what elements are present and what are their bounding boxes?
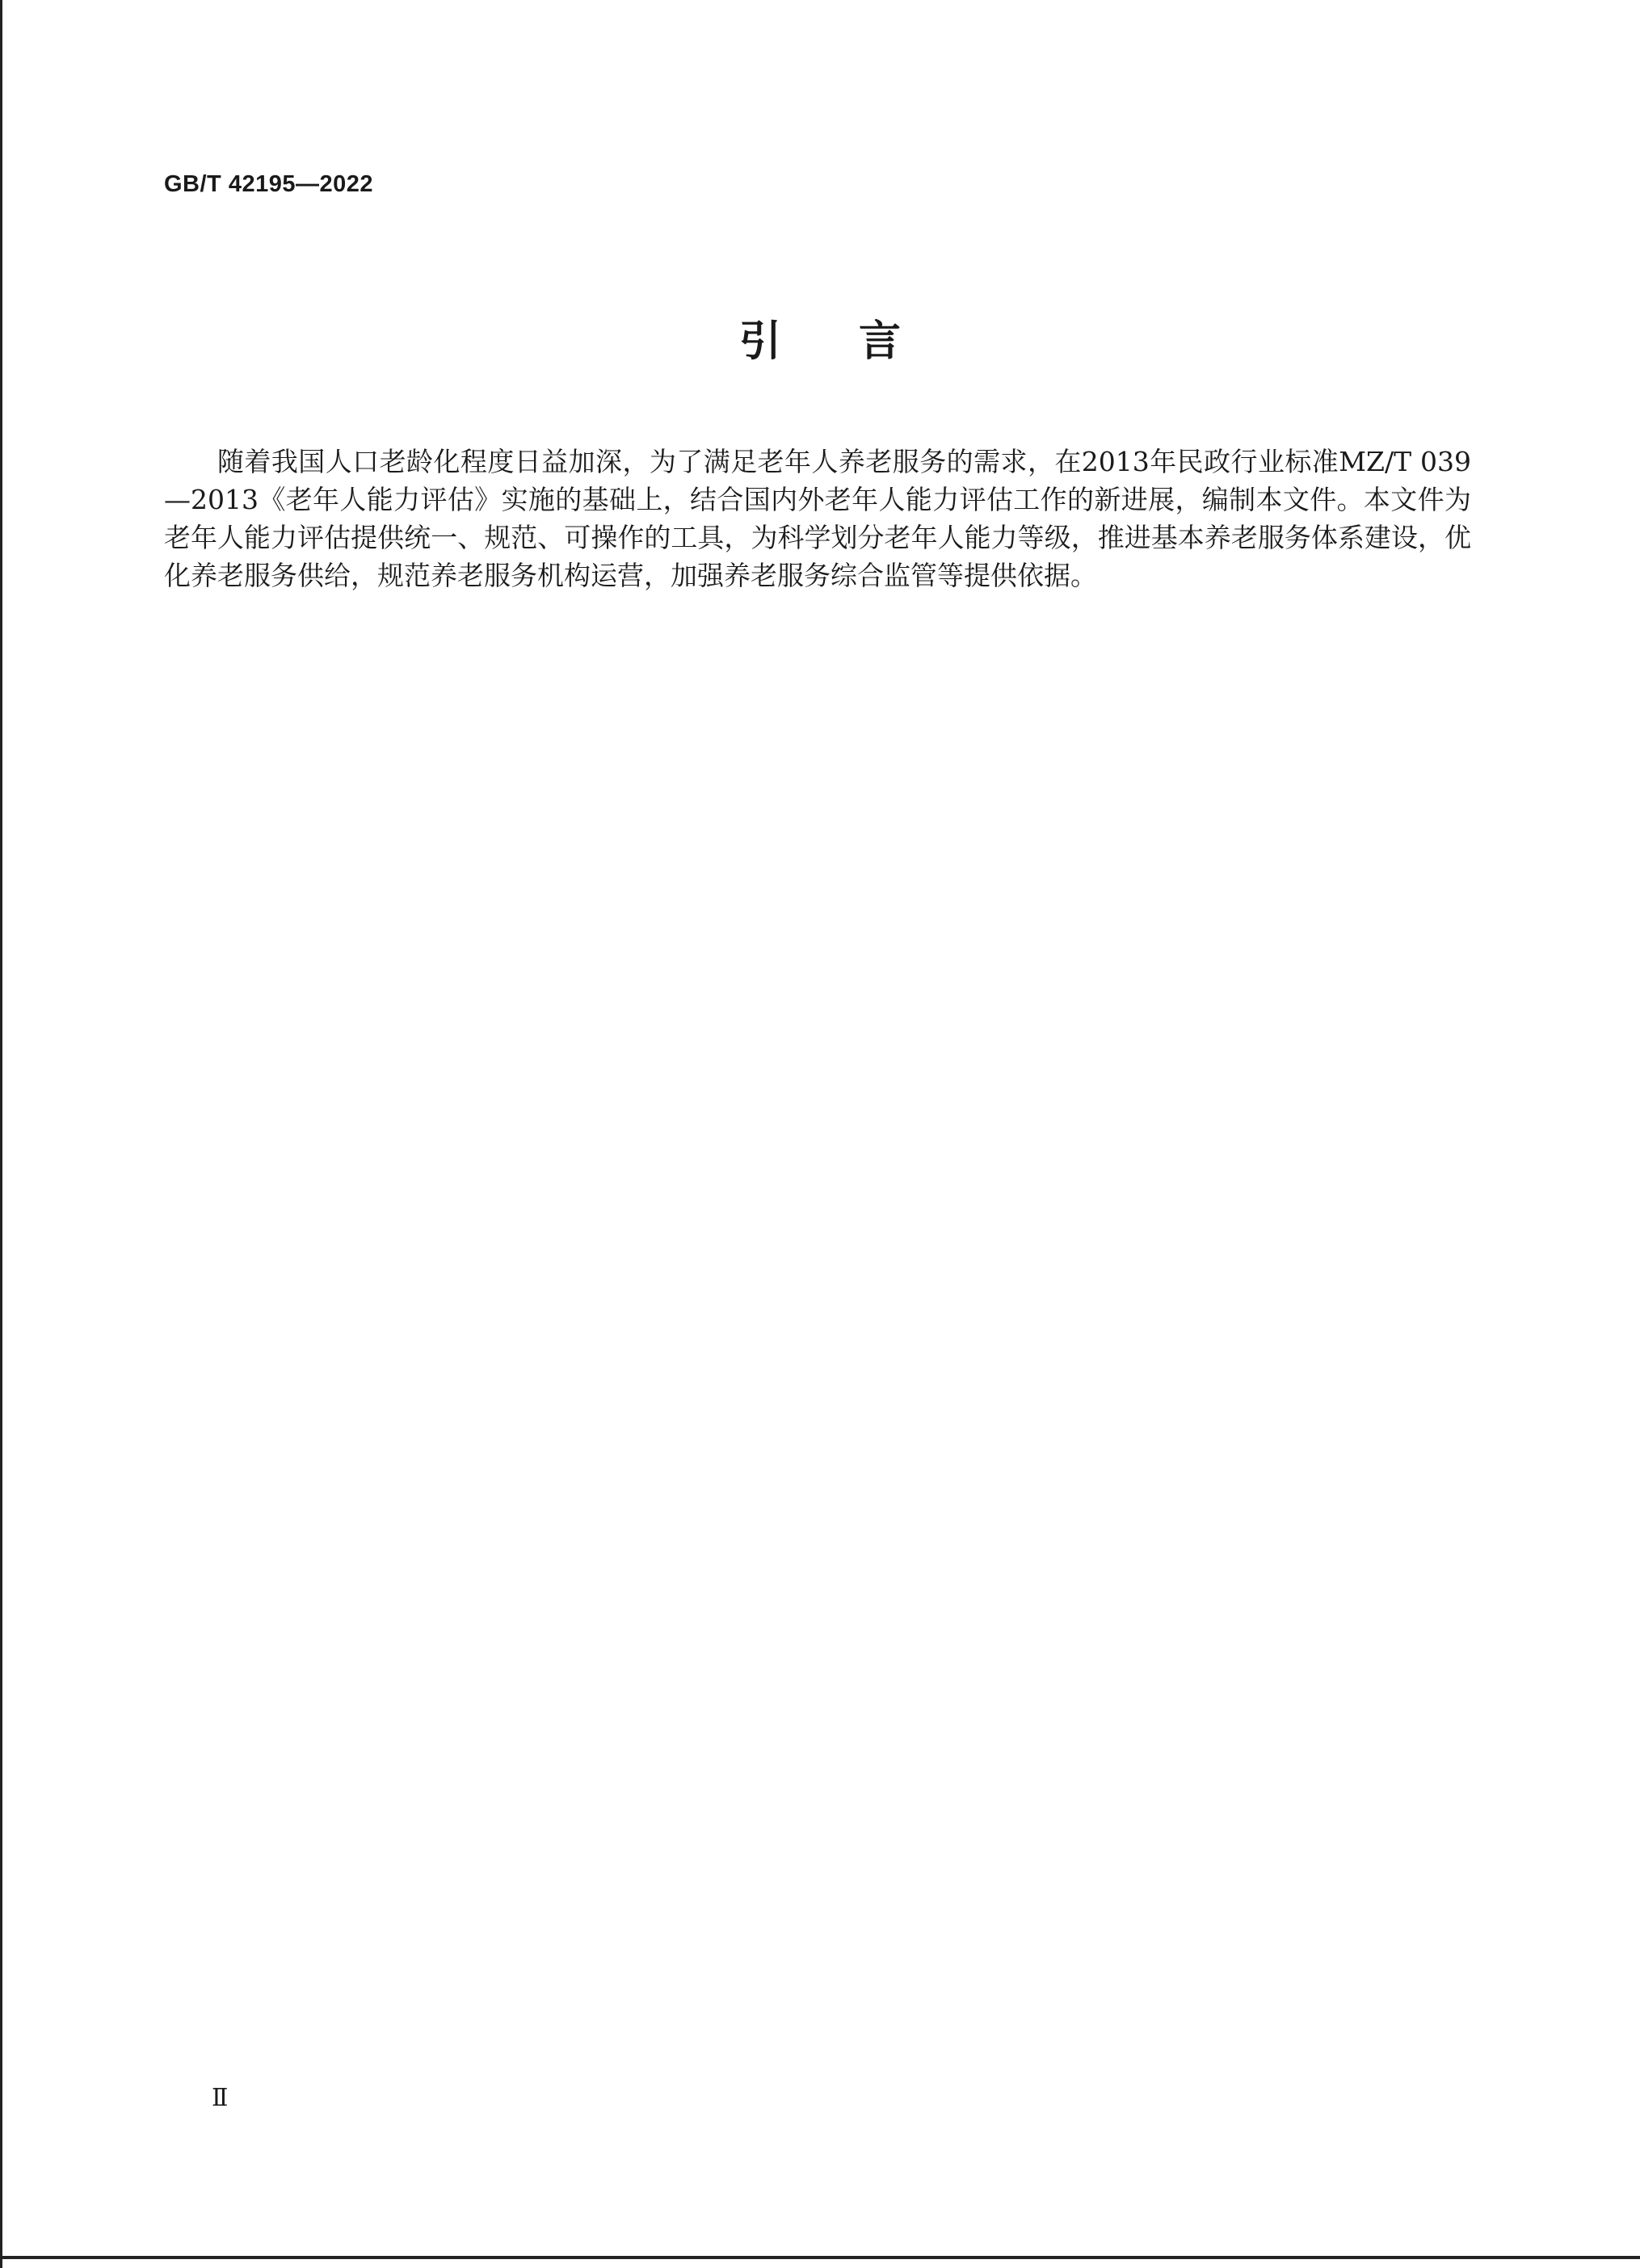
scan-edge-bottom	[0, 2256, 1640, 2259]
standard-code: GB/T 42195—2022	[164, 171, 373, 197]
page-number: Ⅱ	[212, 2084, 229, 2112]
section-title: 引言	[738, 317, 978, 366]
body-text	[164, 443, 1471, 594]
introduction-paragraph: 随着我国人口老龄化程度日益加深，为了满足老年人养老服务的需求，在2013年民政行业标准MZ/T 039—2013《老年人能力评估》实施的基础上，结合国内外老年人能力评估工作的新进展，编制本文件。本文件为老年人能力评估提供统一、规范、可操作的工具，为科学划分老年人能力等级，推进基本养老服务体系建设，优化养老服务供给，规范养老服务机构运营，加强养老服务综合监管等提供依据。	[164, 446, 1471, 591]
